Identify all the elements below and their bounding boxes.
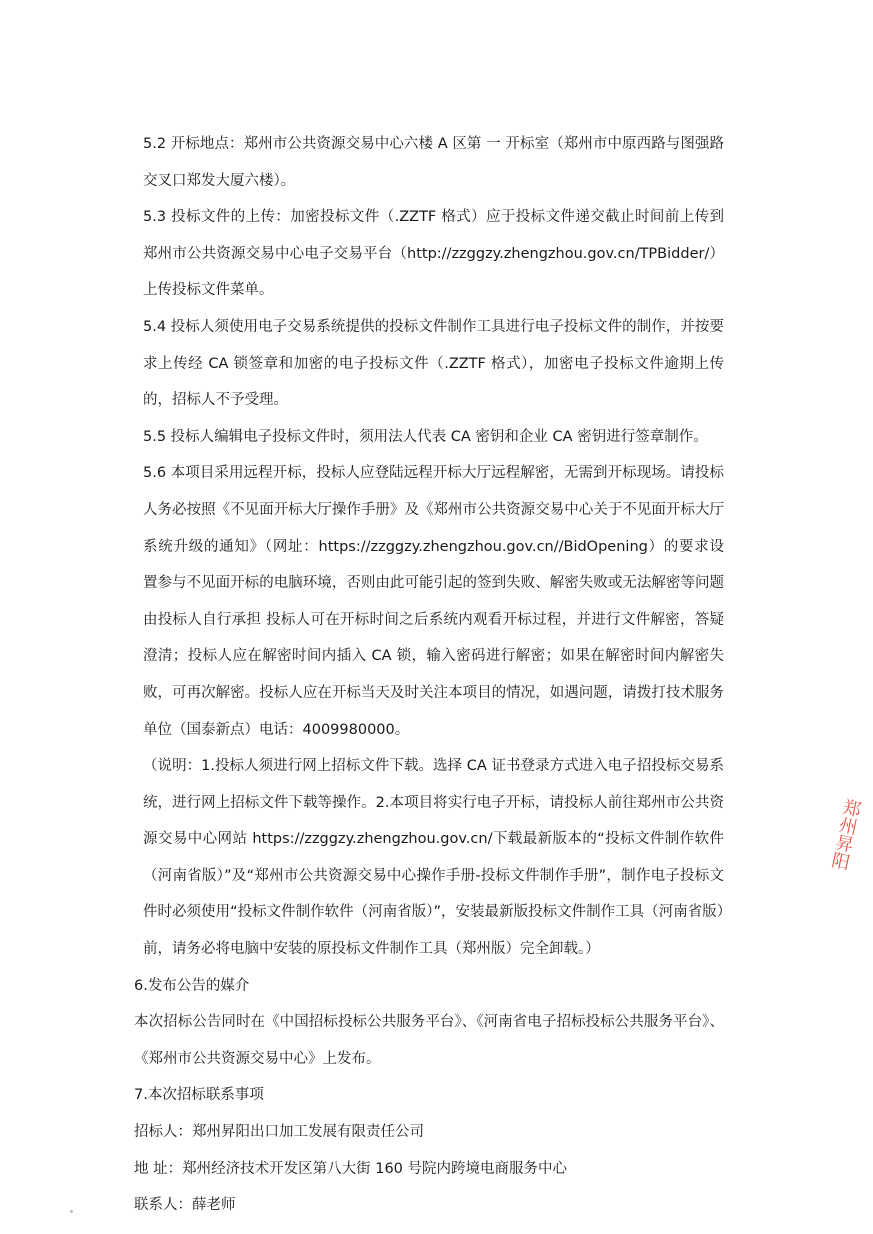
tenderer-line: 招标人：郑州昇阳出口加工发展有限责任公司 <box>134 1124 424 1141</box>
document-body <box>134 126 724 1224</box>
official-seal-fragment <box>827 796 867 960</box>
para-5-2-bid-opening-location: 5.2 开标地点：郑州市公共资源交易中心六楼 A 区第 一 开标室（郑州市中原西路与图强路交叉口郑发大厦六楼）。 <box>143 136 724 189</box>
seal-text: 郑州昇阳 <box>827 796 863 872</box>
contact-person-line: 联系人：薛老师 <box>134 1197 236 1214</box>
section-7-heading: 7.本次招标联系事项 <box>134 1087 264 1104</box>
scan-artifact <box>70 1210 73 1213</box>
para-5-3-bid-upload: 5.3 投标文件的上传：加密投标文件（.ZZTF 格式）应于投标文件递交截止时间前上传到郑州市公共资源交易中心电子交易平台（http://zzggzy.zhengzhou.gov.cn/TPBidder/）上传投标文件菜单。 <box>143 209 724 299</box>
para-explanation-note: （说明：1.投标人须进行网上招标文件下载。选择 CA 证书登录方式进入电子招投标交易系统，进行网上招标文件下载等操作。2.本项目将实行电子开标，请投标人前往郑州市公共资源交易中心网站 https://zzggzy.zhengzhou.gov.cn/下载最新版本的“投标文件制作软件（河南省版）”及“郑州市公共资源交易中心操作手册-投标文件制作手册”，制作电子投标文件时必须使用“投标文件制作软件（河南省版）”，安装最新版投标文件制作工具（河南省版）前，请务必将电脑中安装的原投标文件制作工具（郑州版）完全卸载。） <box>143 758 724 958</box>
para-6-publication-media: 本次招标公告同时在《中国招标投标公共服务平台》、《河南省电子招标投标公共服务平台》、《郑州市公共资源交易中心》上发布。 <box>134 1014 724 1067</box>
para-5-6-remote-opening: 5.6 本项目采用远程开标，投标人应登陆远程开标大厅远程解密，无需到开标现场。请投标人务必按照《不见面开标大厅操作手册》及《郑州市公共资源交易中心关于不见面开标大厅系统升级的通知》（网址：https://zzggzy.zhengzhou.gov.cn//BidOpening）的要求设置参与不见面开标的电脑环境，否则由此可能引起的签到失败、解密失败或无法解密等问题由投标人自行承担 投标人可在开标时间之后系统内观看开标过程，并进行文件解密，答疑澄清；投标人应在解密时间内插入 CA 锁，输入密码进行解密；如果在解密时间内解密失败，可再次解密。投标人应在开标当天及时关注本项目的情况，如遇问题，请拨打技术服务单位（国泰新点）电话：4009980000。 <box>143 465 724 738</box>
section-6-heading: 6.发布公告的媒介 <box>134 977 250 994</box>
para-5-4-bid-production: 5.4 投标人须使用电子交易系统提供的投标文件制作工具进行电子投标文件的制作，并按要求上传经 CA 锁签章和加密的电子投标文件（.ZZTF 格式），加密电子投标文件逾期上传的，招标人不予受理。 <box>143 318 724 409</box>
address-line: 地 址：郑州经济技术开发区第八大街 160 号院内跨境电商服务中心 <box>134 1160 568 1177</box>
para-5-5-signature: 5.5 投标人编辑电子投标文件时，须用法人代表 CA 密钥和企业 CA 密钥进行签章制作。 <box>143 428 708 445</box>
